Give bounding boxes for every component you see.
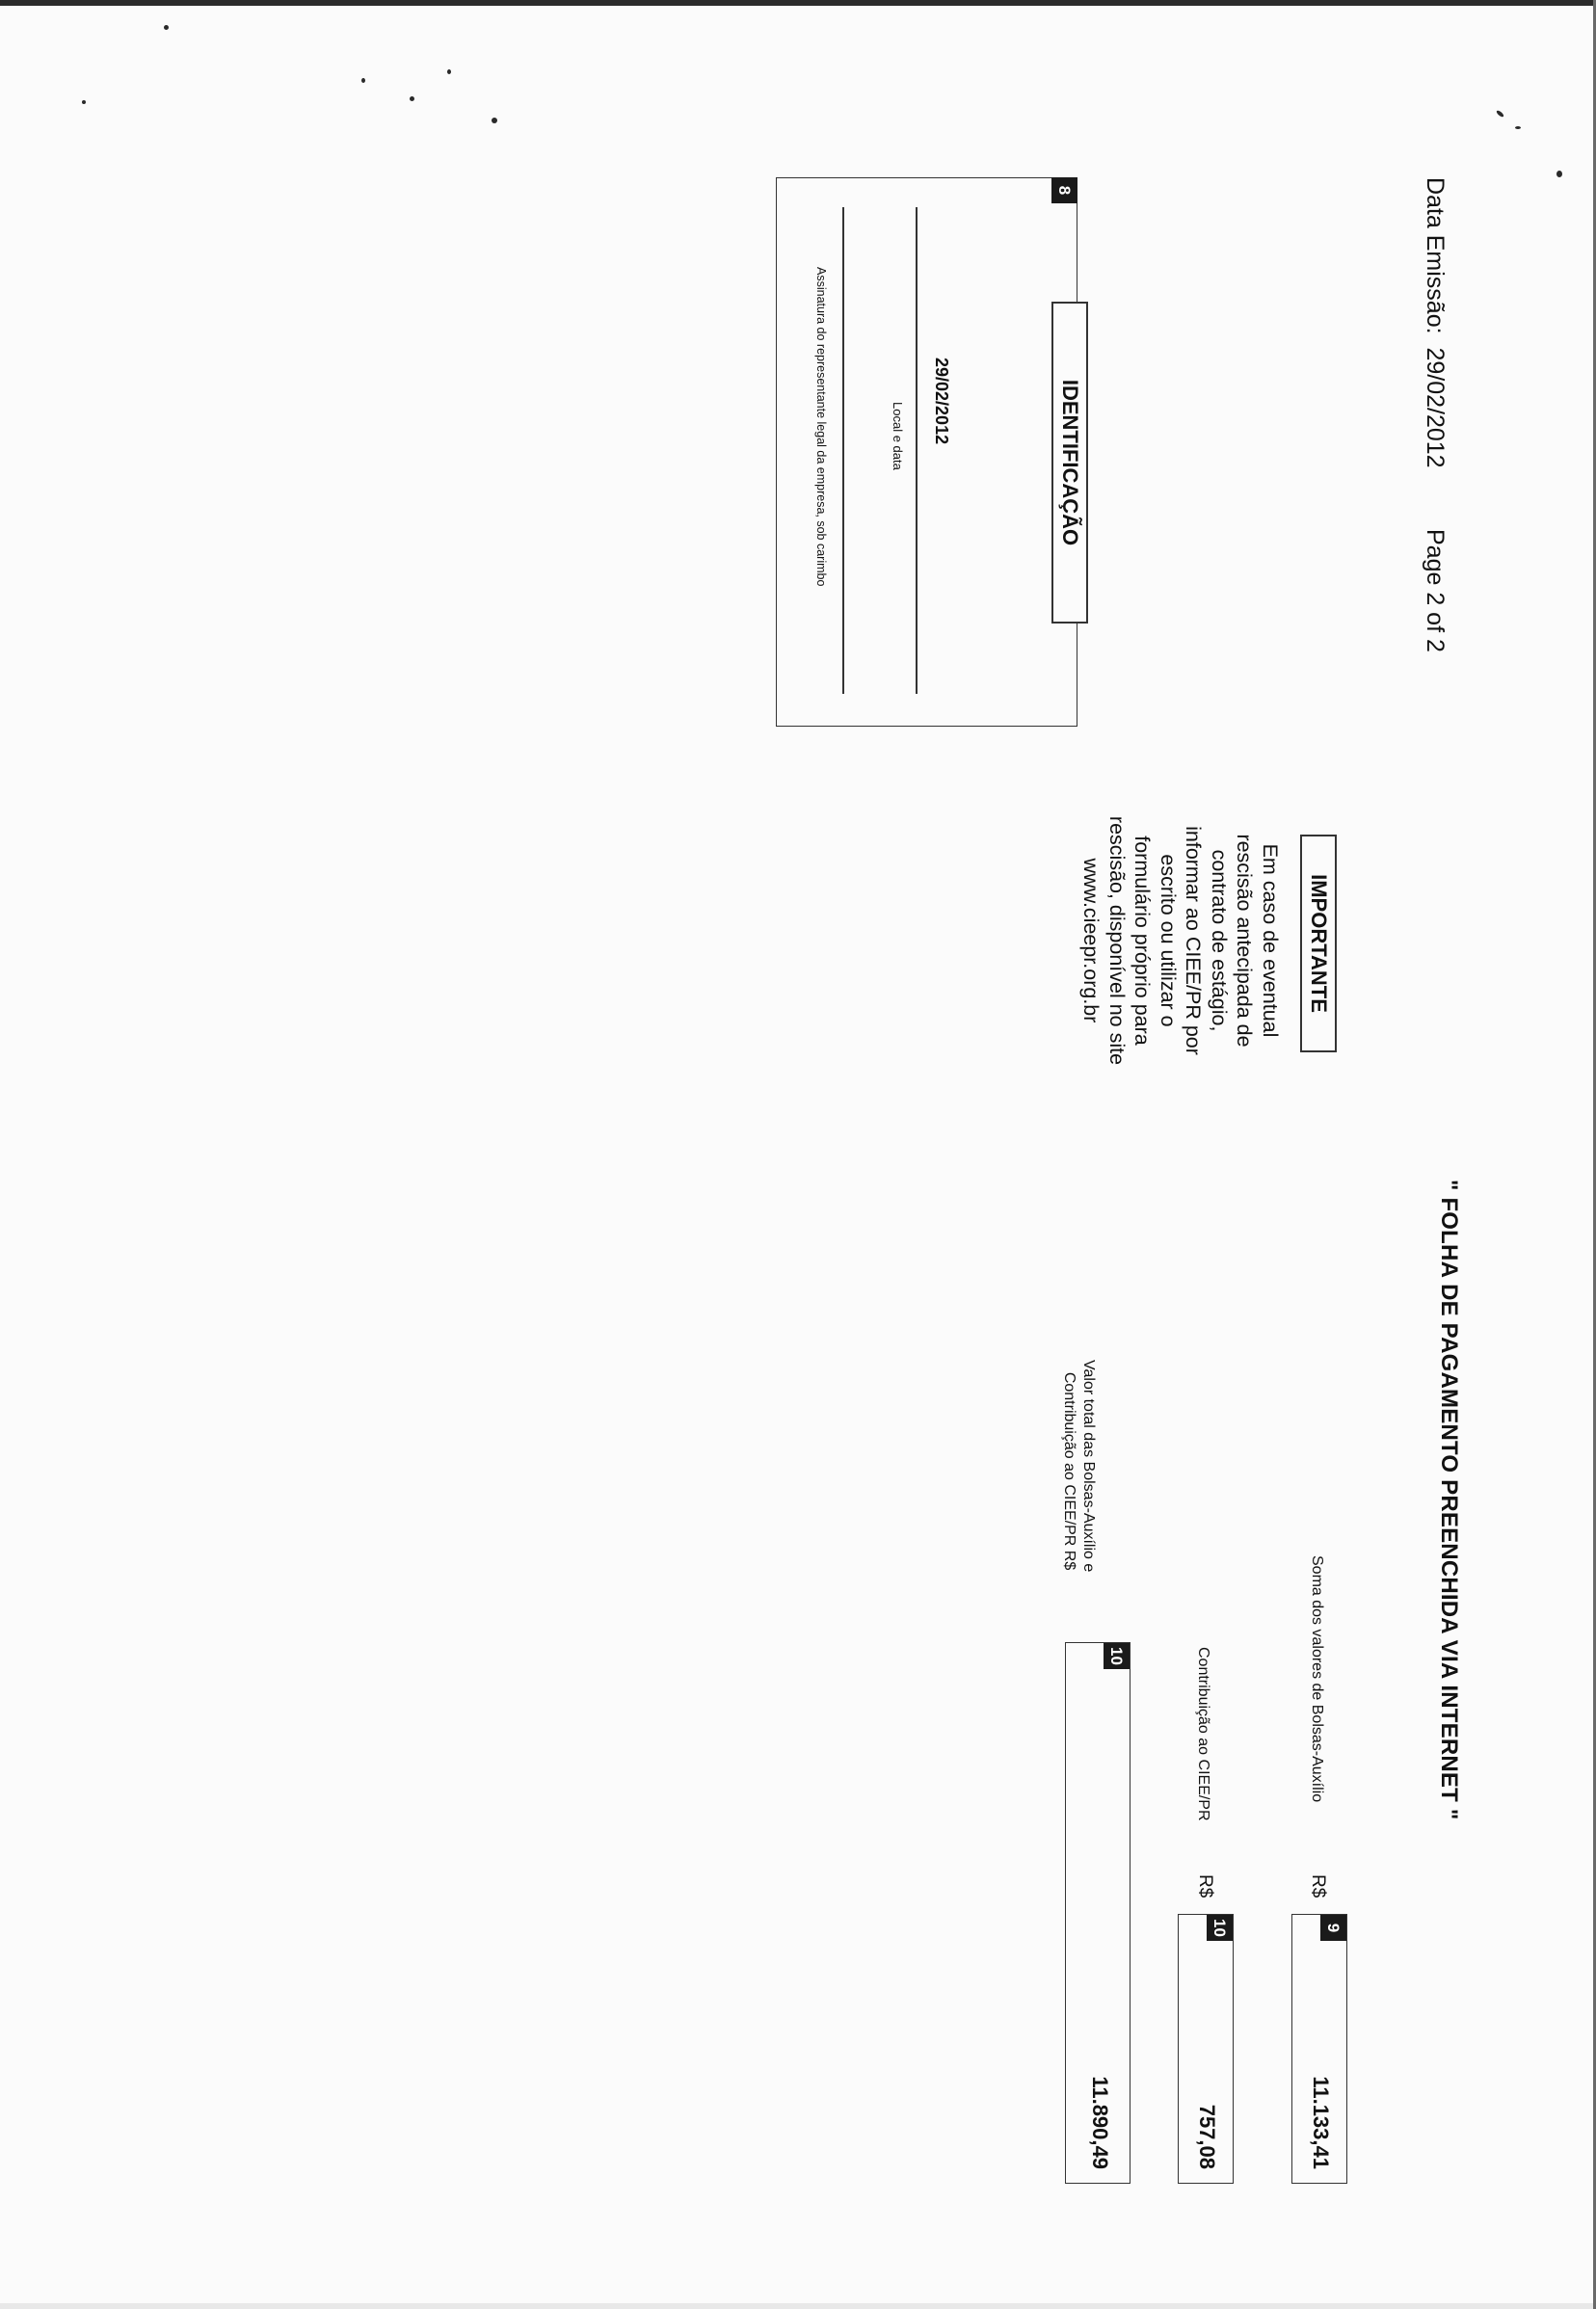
document-title: " FOLHA DE PAGAMENTO PREENCHIDA VIA INTERNET " <box>1436 1180 1462 1820</box>
local-data-line <box>916 207 918 694</box>
total-label <box>1059 1360 1098 1572</box>
contribuicao-label: Contribuição ao CIEE/PR <box>1195 1647 1211 1821</box>
field-number-badge: 9 <box>1320 1915 1346 1941</box>
total-value-box <box>1065 1642 1130 2184</box>
local-data-label: Local e data <box>891 402 905 470</box>
soma-label: Soma dos valores de Bolsas-Auxílio <box>1309 1555 1325 1803</box>
importante-text: Em caso de eventual rescisão antecipada de contrato de estágio, informar ao CIEE/PR por escrito ou utilizar o formulário próprio para rescisão, disponível no site www.cieepr.org.br <box>1079 815 1282 1066</box>
contribuicao-value: 757,08 <box>1195 2104 1219 2169</box>
field-number-badge: 8 <box>1051 177 1077 203</box>
data-emissao-label: Data Emissão: <box>1422 177 1449 334</box>
field-number-badge: 10 <box>1104 1643 1130 1669</box>
rotated-page-content <box>0 6 1593 2303</box>
total-label-line1: Valor total das Bolsas-Auxílio e <box>1080 1360 1097 1573</box>
identificacao-box <box>776 177 1082 727</box>
currency-label: R$ <box>1308 1874 1328 1898</box>
field-number-badge: 10 <box>1207 1915 1233 1941</box>
importante-heading: IMPORTANTE <box>1300 835 1337 1052</box>
identificacao-date: 29/02/2012 <box>932 358 951 445</box>
page-number: Page 2 of 2 <box>1422 529 1449 652</box>
total-value: 11.890,49 <box>1088 2076 1112 2169</box>
document-sheet <box>0 6 1593 2303</box>
contribuicao-value-box <box>1178 1914 1234 2184</box>
soma-value: 11.133,41 <box>1309 2076 1333 2169</box>
signature-line <box>842 207 844 694</box>
signature-label: Assinatura do representante legal da empresa, sob carimbo <box>814 267 828 587</box>
soma-value-box <box>1291 1914 1347 2184</box>
data-emissao <box>1421 177 1449 468</box>
identificacao-heading: IDENTIFICAÇÃO <box>1051 302 1088 624</box>
currency-label: R$ <box>1195 1874 1215 1898</box>
data-emissao-value: 29/02/2012 <box>1422 347 1449 468</box>
total-label-line2: Contribuição ao CIEE/PR R$ <box>1061 1371 1077 1571</box>
